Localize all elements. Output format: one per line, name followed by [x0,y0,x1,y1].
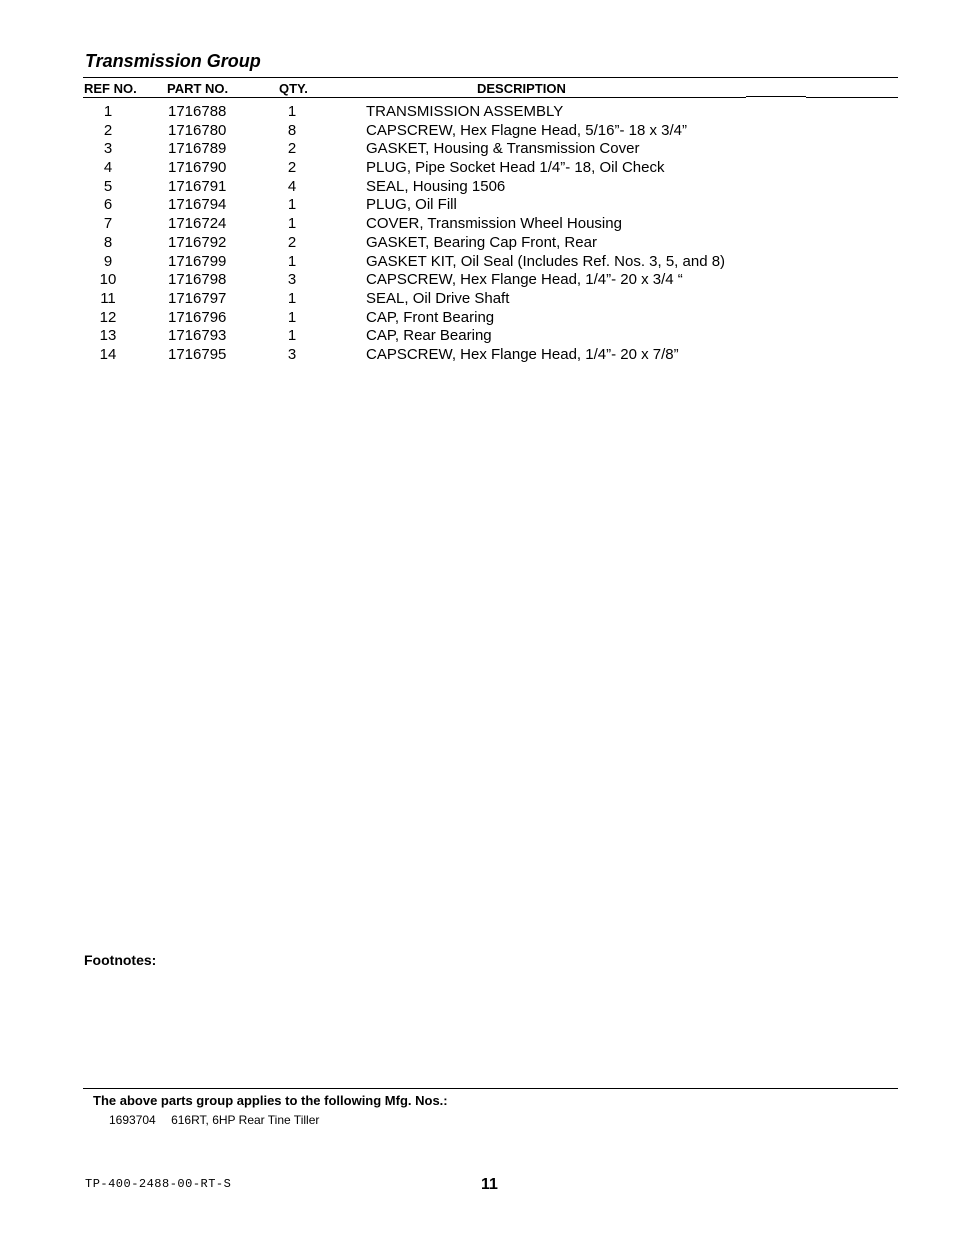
table-row [0,215,954,234]
qty-cell: 1 [287,215,297,233]
description-cell: PLUG, Pipe Socket Head 1/4”- 18, Oil Check [366,159,665,177]
qty-cell: 2 [287,140,297,158]
part-number-cell: 1716788 [168,103,227,120]
description-cell: GASKET, Housing & Transmission Cover [366,140,640,158]
table-row [0,103,954,122]
ref-cell: 9 [103,252,113,270]
part-number-cell: 1716797 [168,289,227,307]
ref-cell: 4 [103,159,113,177]
column-header-ref: REF NO. [84,81,137,96]
description-cell: COVER, Transmission Wheel Housing [366,215,622,233]
ref-cell: 8 [103,233,113,251]
ref-cell: 5 [103,177,113,195]
part-number-cell: 1716795 [168,345,227,363]
description-cell: TRANSMISSION ASSEMBLY [366,103,564,120]
ref-cell: 7 [103,215,113,233]
ref-cell: 1 [103,103,113,120]
page-title: Transmission Group [85,51,261,71]
part-number-cell: 1716790 [168,159,227,177]
table-row [0,346,954,365]
description-cell: PLUG, Oil Fill [366,196,457,214]
part-number-cell: 1716798 [168,271,227,289]
table-row [0,159,954,178]
footnotes-label: Footnotes: [84,952,157,968]
description-cell: CAPSCREW, Hex Flange Head, 1/4”- 20 x 7/8” [366,345,679,363]
parts-table [0,103,954,365]
ref-cell: 13 [99,327,117,345]
document-code: TP-400-2488-00-RT-S [85,1177,232,1191]
qty-cell: 3 [287,345,297,363]
part-number-cell: 1716789 [168,140,227,158]
ref-cell: 2 [103,121,113,139]
header-bottom-rule-end [806,97,898,98]
description-cell: CAP, Rear Bearing [366,327,492,345]
description-cell: GASKET, Bearing Cap Front, Rear [366,233,597,251]
ref-cell: 6 [103,196,113,214]
table-row [0,140,954,159]
qty-cell: 2 [287,159,297,177]
qty-cell: 1 [287,289,297,307]
page-number: 11 [481,1176,498,1193]
description-cell: GASKET KIT, Oil Seal (Includes Ref. Nos. 3, 5, and 8) [366,252,726,270]
description-cell: CAP, Front Bearing [366,308,495,326]
description-cell: CAPSCREW, Hex Flange Head, 1/4”- 20 x 3/4 “ [366,271,683,289]
part-number-cell: 1716791 [168,177,227,195]
table-row [0,178,954,197]
qty-cell: 1 [287,327,297,345]
column-header-qty: QTY. [279,81,308,96]
part-number-cell: 1716780 [168,121,227,139]
header-bottom-rule-segment [746,96,806,97]
part-number-cell: 1716724 [168,215,227,233]
qty-cell: 3 [287,271,297,289]
qty-cell: 2 [287,233,297,251]
part-number-cell: 1716792 [168,233,227,251]
mfg-title: The above parts group applies to the following Mfg. Nos.: [93,1093,448,1108]
column-header-description: DESCRIPTION [477,81,566,96]
table-row [0,253,954,272]
mfg-divider [83,1088,898,1089]
part-number-cell: 1716793 [168,327,227,345]
column-header-part: PART NO. [167,81,229,96]
mfg-entry [109,1113,319,1127]
part-number-cell: 1716796 [168,308,227,326]
description-cell: SEAL, Oil Drive Shaft [366,289,510,307]
ref-cell: 10 [99,271,117,289]
ref-cell: 12 [99,308,117,326]
mfg-number: 1693704 [109,1113,156,1127]
qty-cell: 4 [287,177,297,195]
table-row [0,309,954,328]
table-row [0,327,954,346]
header-top-rule [83,77,898,78]
part-number-cell: 1716799 [168,252,227,270]
qty-cell: 1 [287,196,297,214]
table-row [0,290,954,309]
description-cell: CAPSCREW, Hex Flagne Head, 5/16”- 18 x 3/4” [366,121,687,139]
ref-cell: 14 [99,345,117,363]
table-row [0,234,954,253]
table-row [0,271,954,290]
table-row [0,122,954,141]
part-number-cell: 1716794 [168,196,227,214]
description-cell: SEAL, Housing 1506 [366,177,506,195]
ref-cell: 3 [103,140,113,158]
qty-cell: 8 [287,121,297,139]
ref-cell: 11 [100,289,116,307]
mfg-description: 616RT, 6HP Rear Tine Tiller [171,1113,320,1127]
qty-cell: 1 [287,308,297,326]
table-row [0,196,954,215]
qty-cell: 1 [287,252,297,270]
header-bottom-rule [83,97,746,98]
qty-cell: 1 [287,103,297,120]
